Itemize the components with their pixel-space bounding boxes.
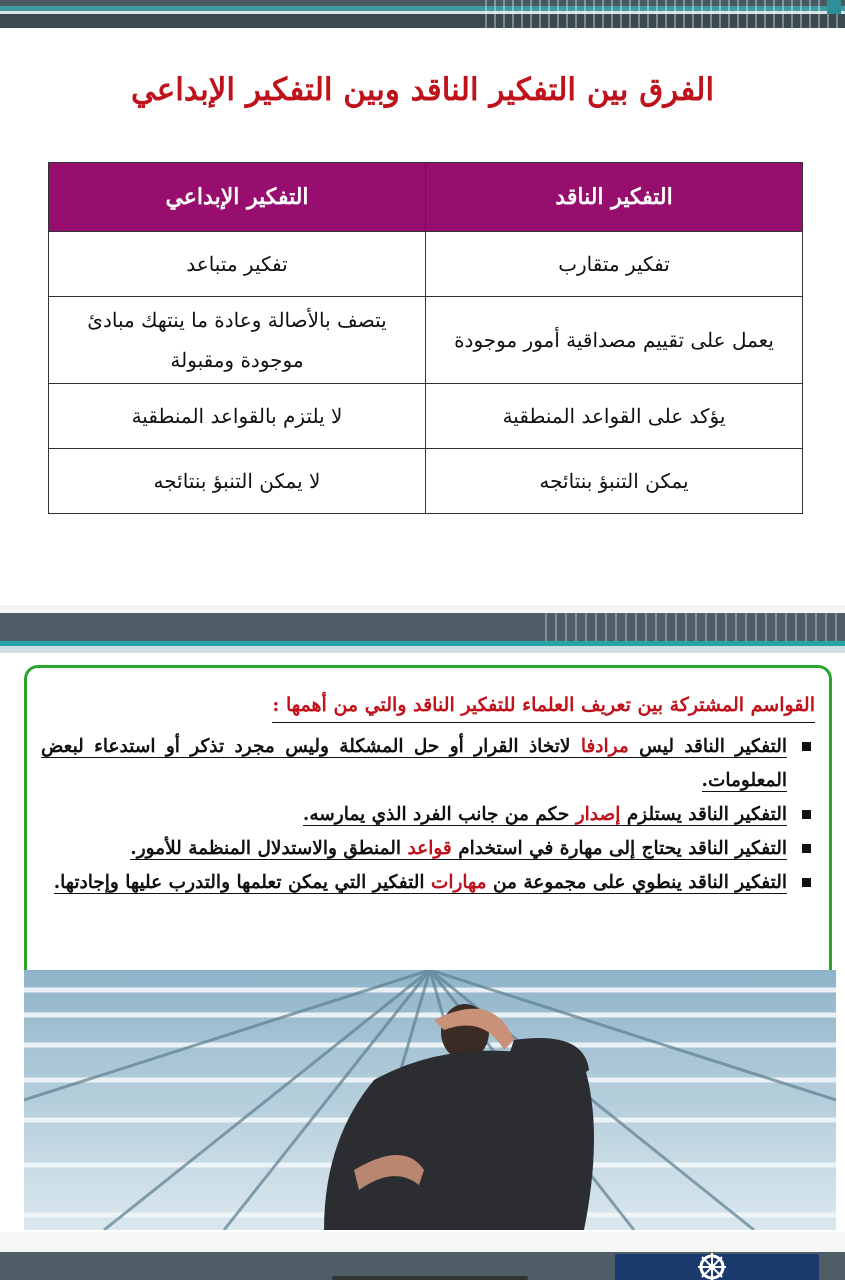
list-item bbox=[41, 730, 815, 798]
slide-comparison bbox=[0, 0, 845, 605]
bullet-text: التفكير الناقد يحتاج إلى مهارة في استخدام bbox=[451, 838, 787, 859]
ship-wheel-icon bbox=[697, 1252, 727, 1282]
bullet-text: لاتخاذ القرار أو حل المشكلة وليس مجرد تذكر أو استدعاء لبعض المعلومات. bbox=[41, 736, 787, 791]
bullet-text: التفكير الناقد ينطوي على مجموعة من bbox=[486, 872, 787, 893]
list-item bbox=[41, 866, 815, 900]
bullet-text: حكم من جانب الفرد الذي يمارسه. bbox=[302, 804, 576, 825]
box-heading: القواسم المشتركة بين تعريف العلماء للتفكير الناقد والتي من أهمها : bbox=[272, 690, 815, 723]
column-header-critical: التفكير الناقد bbox=[426, 163, 803, 232]
bullet-highlight: مهارات bbox=[430, 872, 487, 893]
table-cell: يؤكد على القواعد المنطقية bbox=[426, 384, 803, 449]
table-cell: لا يمكن التنبؤ بنتائجه bbox=[49, 449, 426, 514]
table-cell: لا يلتزم بالقواعد المنطقية bbox=[49, 384, 426, 449]
bullet-text: التفكير الناقد ليس bbox=[628, 736, 787, 757]
home-indicator bbox=[332, 1276, 528, 1280]
bullet-list bbox=[41, 730, 815, 900]
table-cell: يتصف بالأصالة وعادة ما ينتهك مبادئ موجودة ومقبولة bbox=[49, 297, 426, 384]
common-points-box bbox=[24, 665, 832, 990]
slide-title: الفرق بين التفكير الناقد وبين التفكير الإبداعي bbox=[130, 72, 715, 108]
table-row bbox=[49, 297, 803, 384]
column-header-creative: التفكير الإبداعي bbox=[49, 163, 426, 232]
separator-stripes bbox=[545, 613, 845, 641]
table-row bbox=[49, 232, 803, 297]
table-row bbox=[49, 384, 803, 449]
bullet-highlight: قواعد bbox=[407, 838, 452, 859]
table-row bbox=[49, 449, 803, 514]
bullet-text: المنطق والاستدلال المنظمة للأمور. bbox=[130, 838, 408, 859]
list-item bbox=[41, 832, 815, 866]
top-bar-stripes bbox=[485, 0, 845, 28]
list-item bbox=[41, 798, 815, 832]
maze-illustration bbox=[24, 970, 836, 1230]
table-cell: يعمل على تقييم مصداقية أمور موجودة bbox=[426, 297, 803, 384]
table-cell: تفكير متباعد bbox=[49, 232, 426, 297]
maze-image bbox=[24, 970, 836, 1230]
bullet-text: التفكير الناقد يستلزم bbox=[620, 804, 787, 825]
table-cell: يمكن التنبؤ بنتائجه bbox=[426, 449, 803, 514]
bullet-highlight: مرادفا bbox=[580, 736, 629, 757]
bullet-highlight: إصدار bbox=[575, 804, 621, 825]
bullet-text: التفكير التي يمكن تعلمها والتدرب عليها وإجادتها. bbox=[53, 872, 431, 893]
corner-mark bbox=[827, 0, 841, 14]
table-cell: تفكير متقارب bbox=[426, 232, 803, 297]
comparison-table bbox=[48, 162, 803, 514]
